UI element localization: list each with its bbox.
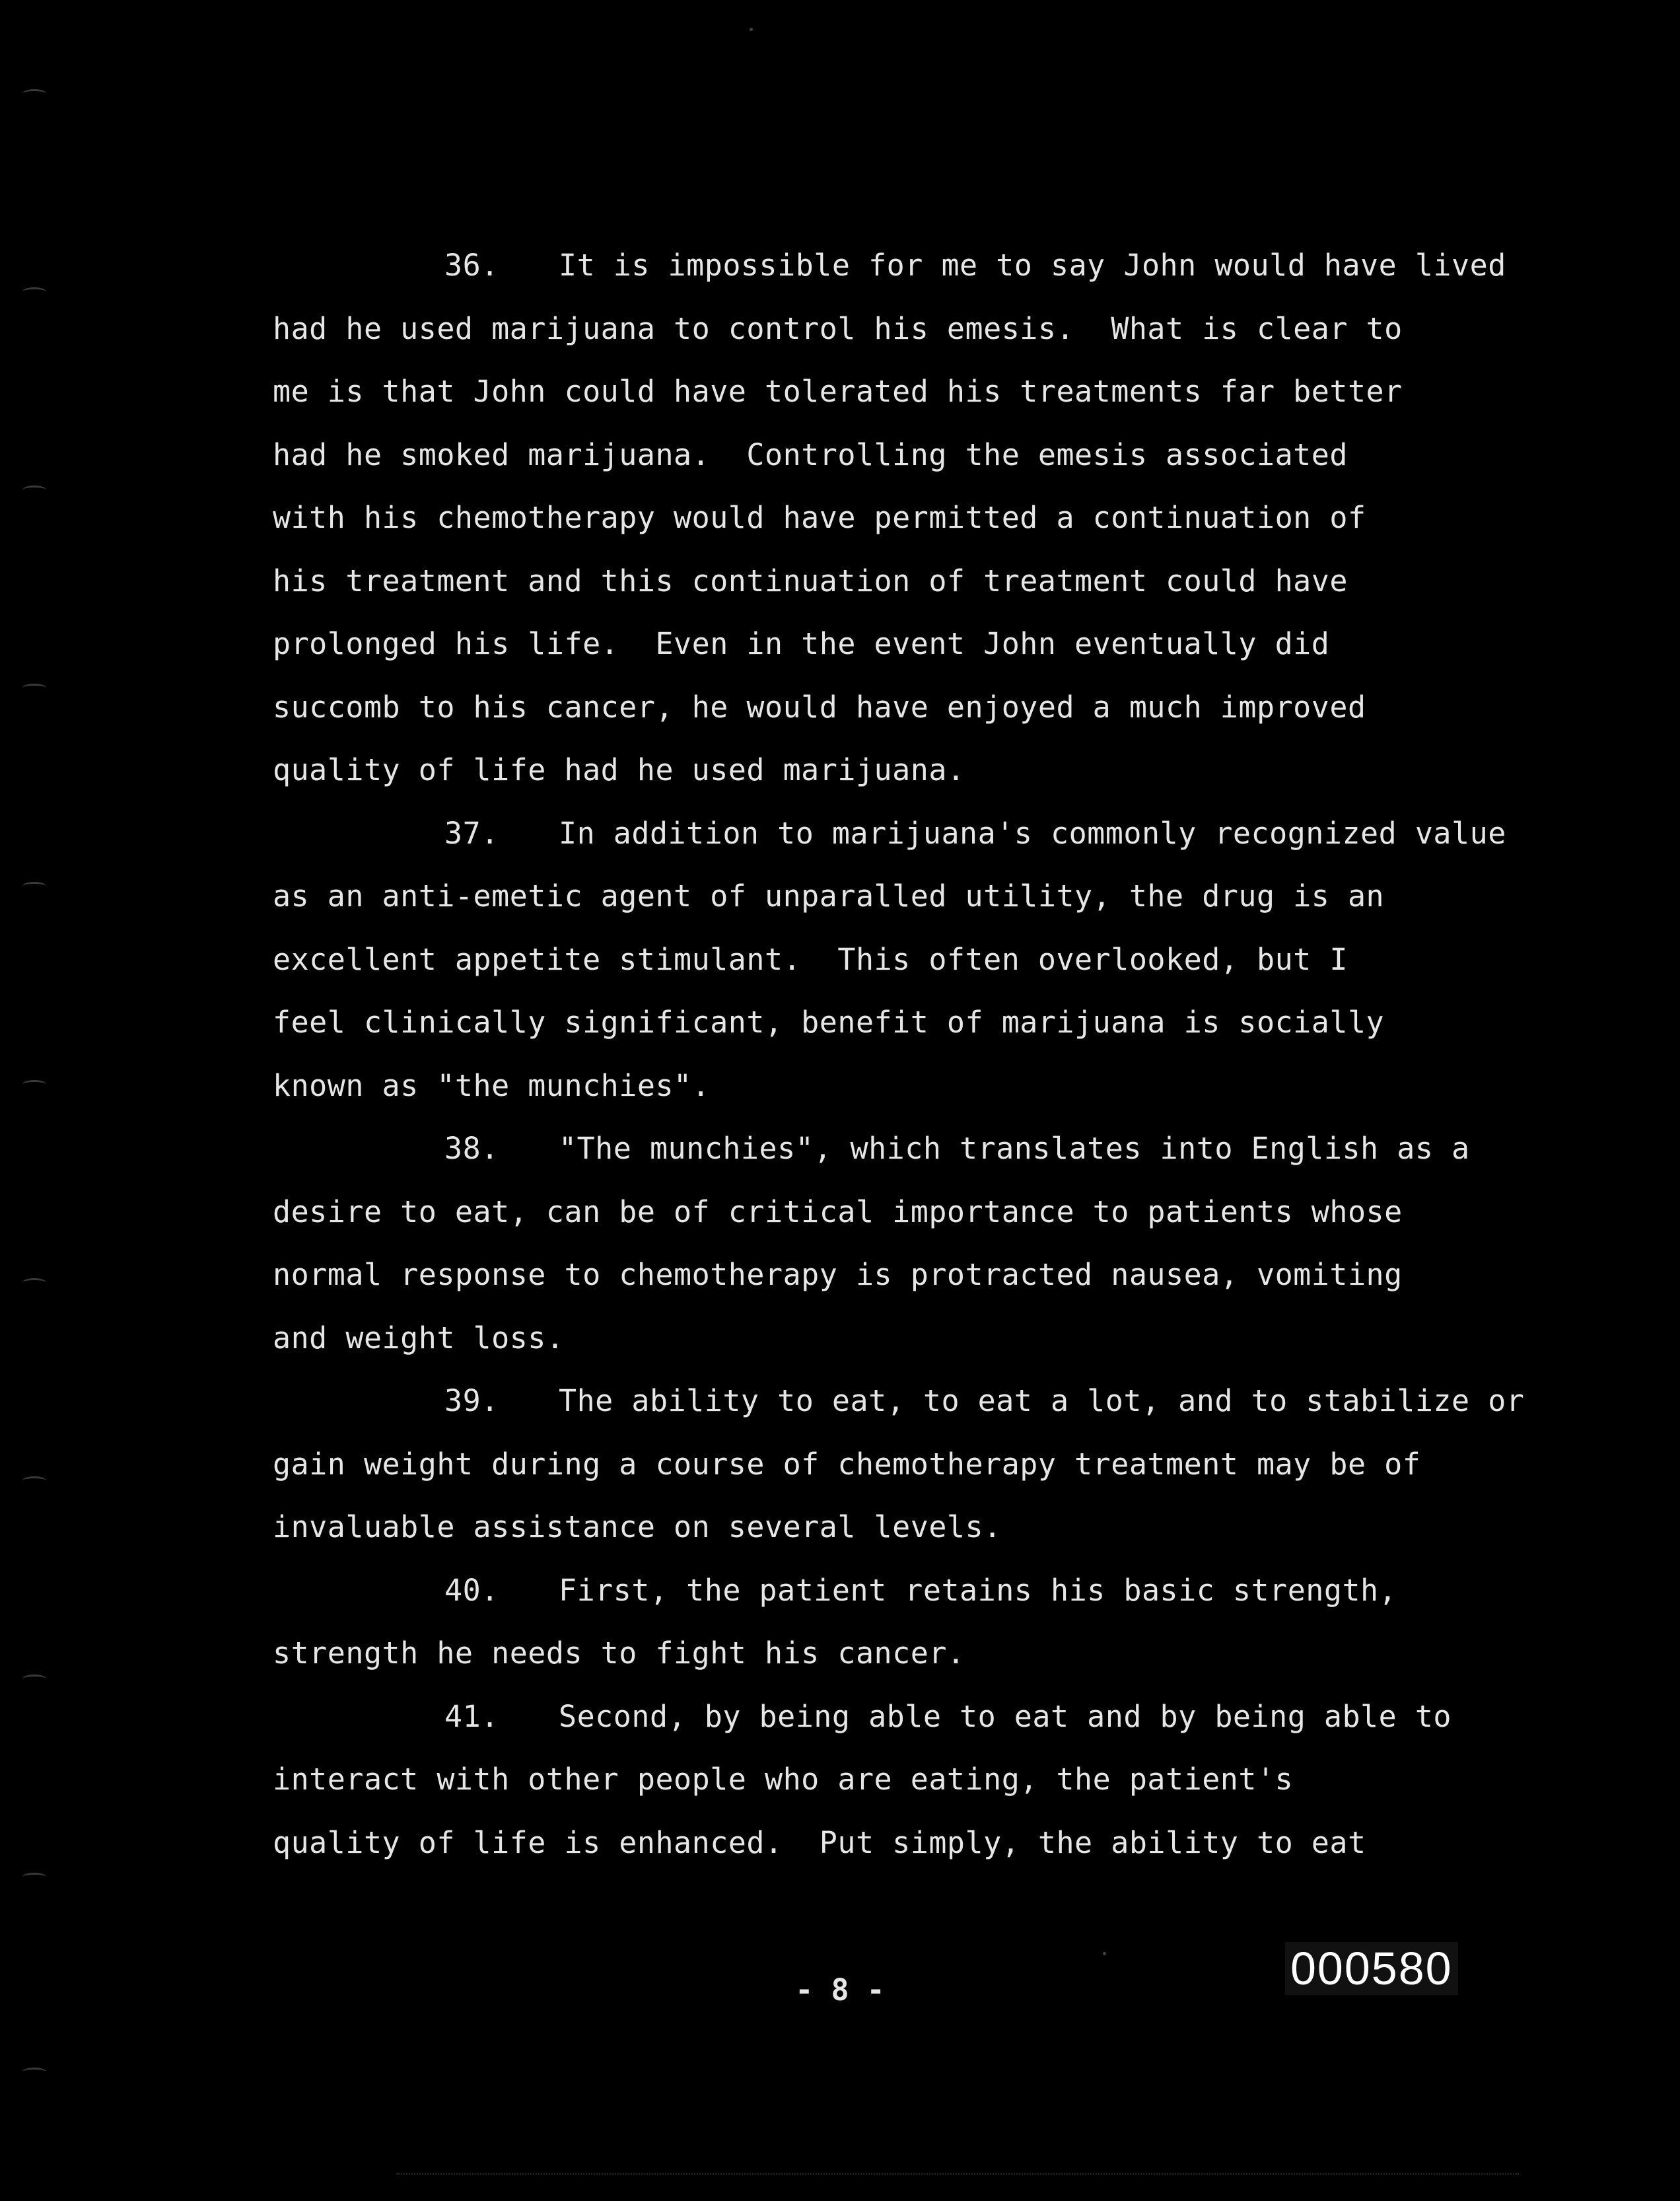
text-line bbox=[273, 372, 1403, 412]
text-line bbox=[273, 435, 1348, 475]
text-line bbox=[273, 1507, 1002, 1547]
line-text: me is that John could have tolerated his treatments far better bbox=[273, 374, 1403, 409]
line-text: normal response to chemotherapy is protracted nausea, vomiting bbox=[273, 1257, 1403, 1292]
paragraph-number: 37. bbox=[444, 816, 499, 851]
text-line bbox=[273, 1318, 564, 1358]
paragraph-first-line bbox=[444, 814, 1506, 853]
line-text: interact with other people who are eating, the patient's bbox=[273, 1762, 1294, 1797]
margin-mark bbox=[22, 287, 46, 296]
text-line bbox=[273, 1760, 1293, 1799]
line-text: his treatment and this continuation of treatment could have bbox=[273, 563, 1348, 598]
text-line bbox=[273, 561, 1348, 601]
line-text: First, the patient retains his basic strength, bbox=[559, 1573, 1397, 1608]
line-text: feel clinically significant, benefit of marijuana is socially bbox=[273, 1005, 1385, 1040]
text-line bbox=[273, 750, 965, 790]
text-line bbox=[273, 940, 1348, 980]
margin-mark bbox=[22, 1476, 46, 1485]
line-text: excellent appetite stimulant. This often overlooked, but I bbox=[273, 942, 1348, 977]
line-text: prolonged his life. Even in the event John eventually did bbox=[273, 626, 1330, 661]
paragraph-first-line bbox=[444, 1697, 1452, 1737]
margin-mark bbox=[22, 882, 46, 890]
margin-mark bbox=[22, 486, 46, 494]
paragraph-number: 36. bbox=[444, 248, 499, 283]
page-number: - 8 - bbox=[795, 1972, 885, 2007]
margin-mark bbox=[22, 2068, 46, 2076]
text-line bbox=[273, 688, 1366, 727]
line-text: The ability to eat, to eat a lot, and to stabilize or bbox=[559, 1383, 1525, 1418]
margin-mark bbox=[22, 1080, 46, 1089]
line-text: gain weight during a course of chemotherapy treatment may be of bbox=[273, 1447, 1421, 1482]
text-line bbox=[273, 1445, 1420, 1484]
line-text: had he used marijuana to control his emesis. What is clear to bbox=[273, 311, 1403, 346]
margin-mark bbox=[22, 89, 46, 98]
scan-bottom-edge bbox=[396, 2173, 1519, 2175]
bates-number: 000580 bbox=[1285, 1942, 1458, 1995]
line-text: known as "the munchies". bbox=[273, 1068, 711, 1103]
line-text: Second, by being able to eat and by being able to bbox=[559, 1699, 1452, 1734]
text-line bbox=[273, 1003, 1384, 1042]
line-text: invaluable assistance on several levels. bbox=[273, 1509, 1002, 1544]
line-text: quality of life had he used marijuana. bbox=[273, 752, 965, 787]
line-text: as an anti-emetic agent of unparalled utility, the drug is an bbox=[273, 879, 1385, 914]
text-line bbox=[273, 1634, 965, 1673]
paragraph-first-line bbox=[444, 246, 1506, 285]
margin-mark bbox=[22, 1675, 46, 1683]
line-text: quality of life is enhanced. Put simply, the ability to eat bbox=[273, 1825, 1366, 1860]
line-text: and weight loss. bbox=[273, 1320, 565, 1355]
paragraph-number: 39. bbox=[444, 1383, 499, 1418]
line-text: had he smoked marijuana. Controlling the emesis associated bbox=[273, 437, 1348, 472]
scan-speck bbox=[750, 28, 753, 31]
paragraph-first-line bbox=[444, 1381, 1524, 1421]
text-line bbox=[273, 877, 1384, 916]
line-text: It is impossible for me to say John would have lived bbox=[559, 248, 1506, 283]
text-line bbox=[273, 1192, 1403, 1232]
paragraph-number: 38. bbox=[444, 1131, 499, 1166]
text-line bbox=[273, 309, 1403, 349]
text-line bbox=[273, 1066, 710, 1106]
text-line bbox=[273, 1823, 1366, 1863]
paragraph-number: 40. bbox=[444, 1573, 499, 1608]
margin-mark bbox=[22, 1278, 46, 1287]
margin-mark bbox=[22, 1873, 46, 1881]
text-line bbox=[273, 1255, 1403, 1295]
line-text: succomb to his cancer, he would have enjoyed a much improved bbox=[273, 690, 1366, 725]
line-text: strength he needs to fight his cancer. bbox=[273, 1636, 965, 1671]
line-text: In addition to marijuana's commonly recognized value bbox=[559, 816, 1506, 851]
paragraph-number: 41. bbox=[444, 1699, 499, 1734]
line-text: desire to eat, can be of critical importance to patients whose bbox=[273, 1194, 1403, 1229]
text-line bbox=[273, 624, 1329, 664]
paragraph-first-line bbox=[444, 1129, 1470, 1169]
line-text: with his chemotherapy would have permitted a continuation of bbox=[273, 500, 1366, 535]
paragraph-first-line bbox=[444, 1571, 1397, 1610]
text-line bbox=[273, 498, 1366, 538]
margin-mark bbox=[22, 684, 46, 692]
line-text: "The munchies", which translates into English as a bbox=[559, 1131, 1470, 1166]
scan-speck bbox=[1103, 1952, 1106, 1955]
